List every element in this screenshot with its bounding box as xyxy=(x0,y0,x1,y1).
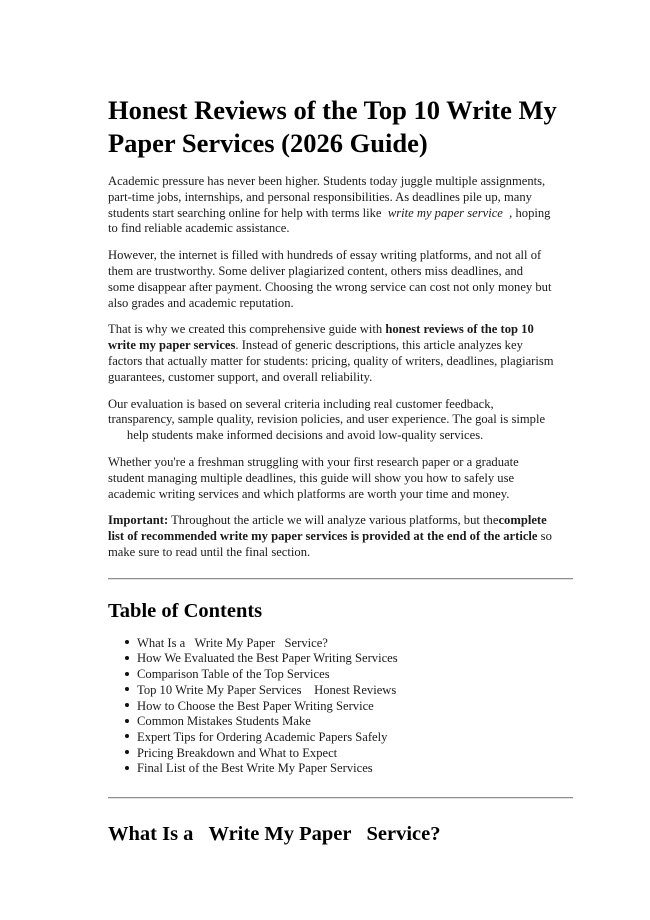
intro-paragraph-4: Our evaluation is based on several criteria including real customer feedback, transparency, sample quality, revision policies, and user experience. The goal is simple help students make informed decisions and avoid low-quality services. xyxy=(108,396,546,443)
toc-item[interactable] xyxy=(125,667,573,683)
toc-item[interactable] xyxy=(125,699,573,715)
toc-item-label: Expert Tips for Ordering Academic Papers Safely xyxy=(137,729,388,744)
section-divider-bottom xyxy=(108,797,573,799)
toc-item-label: How to Choose the Best Paper Writing Service xyxy=(137,698,374,713)
bullet-icon xyxy=(125,687,129,691)
toc-item-label: How We Evaluated the Best Paper Writing Services xyxy=(137,651,398,666)
bullet-icon xyxy=(125,656,129,660)
toc-item[interactable] xyxy=(125,636,573,652)
intro-paragraph-3: That is why we created this comprehensive guide with honest reviews of the top 10 write my paper services. Instead of generic descriptions, this article analyzes key factors that actually matter for students: pricing, quality of writers, deadlines, plagiarism guarantees, customer support, and overall reliability. xyxy=(108,322,554,384)
bullet-icon xyxy=(125,672,129,676)
toc-item[interactable] xyxy=(125,714,573,730)
bullet-icon xyxy=(125,719,129,723)
toc-item-label: Top 10 Write My Paper Services Honest Reviews xyxy=(137,682,397,697)
section-heading: What Is a Write My Paper Service? xyxy=(108,823,441,846)
document-page xyxy=(108,0,573,859)
toc-item[interactable] xyxy=(125,746,573,762)
intro-paragraph-2: However, the internet is filled with hundreds of essay writing platforms, and not all of them are trustworthy. Some deliver plagiarized content, others miss deadlines, and some disappear after payment. Choosing the wrong service can cost not only money but also grades and academic reputation. xyxy=(108,248,552,310)
bullet-icon xyxy=(125,750,129,754)
bullet-icon xyxy=(125,703,129,707)
toc-item-label: Comparison Table of the Top Services xyxy=(137,667,330,682)
page-title: Honest Reviews of the Top 10 Write My Paper Services (2026 Guide) xyxy=(108,95,557,158)
toc-item-label: Common Mistakes Students Make xyxy=(137,714,311,729)
bullet-icon xyxy=(125,734,129,738)
intro-paragraph-6: Important: Throughout the article we will analyze various platforms, but thecomplete list of recommended write my paper services is provided at the end of the article so make sure to read until the final section. xyxy=(108,513,552,559)
toc-list xyxy=(108,636,573,777)
toc-item[interactable] xyxy=(125,730,573,746)
toc-heading: Table of Contents xyxy=(108,599,263,622)
toc-item-label: Pricing Breakdown and What to Expect xyxy=(137,745,338,760)
toc-item[interactable] xyxy=(125,651,573,667)
section-divider-top xyxy=(108,578,573,580)
intro-paragraph-1: Academic pressure has never been higher. Students today juggle multiple assignments, part-time jobs, internships, and personal responsibilities. As deadlines pile up, many students start searching online for help with terms like write my paper service , hoping to find reliable academic assistance. xyxy=(108,174,551,236)
toc-item[interactable] xyxy=(125,761,573,777)
toc-item[interactable] xyxy=(125,683,573,699)
intro-paragraph-5: Whether you're a freshman struggling with your first research paper or a graduate student managing multiple deadlines, this guide will show you how to safely use academic writing services and which platforms are worth your time and money. xyxy=(108,454,519,501)
bullet-icon xyxy=(125,766,129,770)
bullet-icon xyxy=(125,640,129,644)
toc-item-label: Final List of the Best Write My Paper Services xyxy=(137,761,373,776)
toc-item-label: What Is a Write My Paper Service? xyxy=(137,635,328,650)
